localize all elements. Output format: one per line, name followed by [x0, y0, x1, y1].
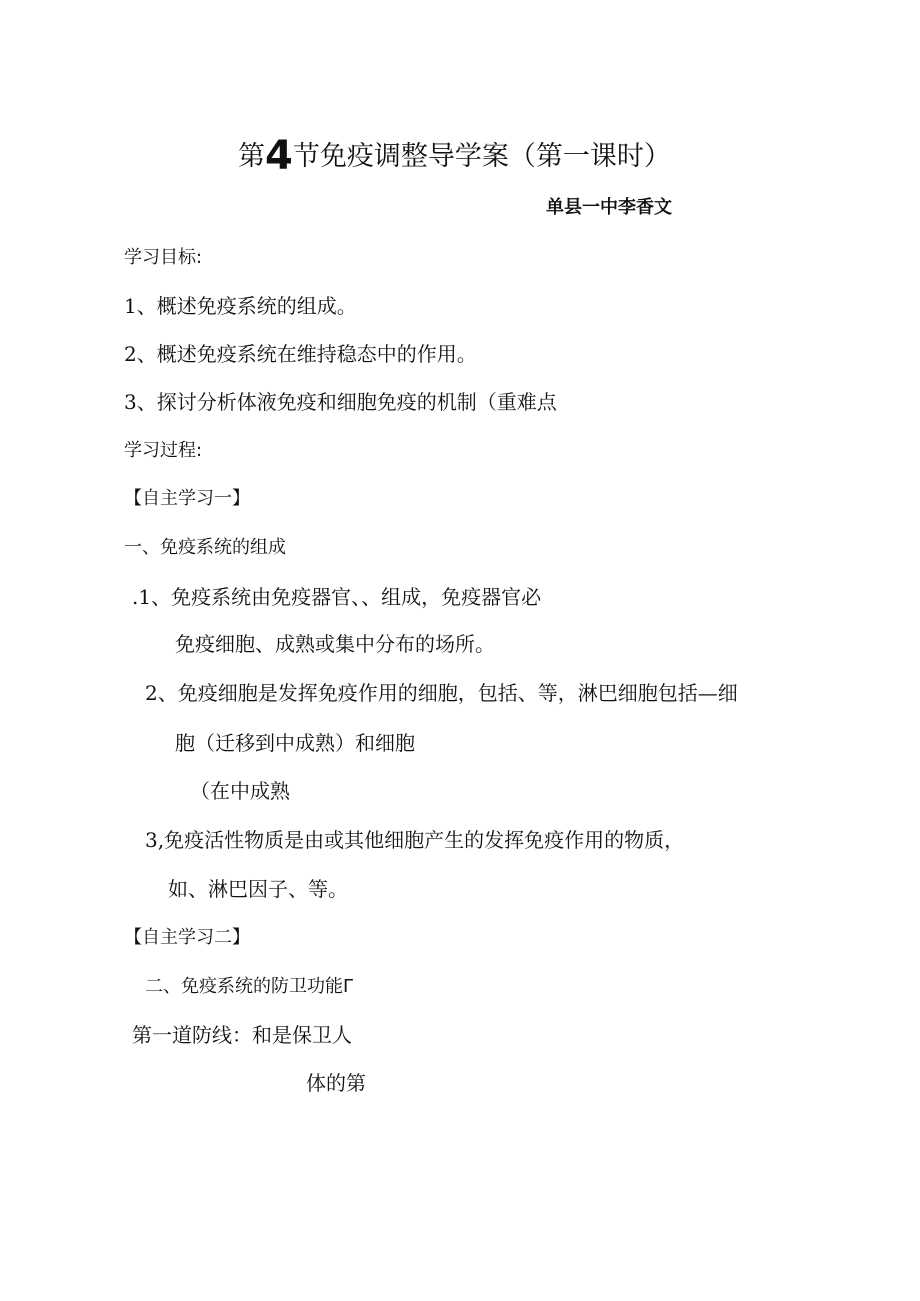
title-number: 4	[265, 133, 293, 179]
paragraph-line: 3,免疫活性物质是由或其他细胞产生的发挥免疫作用的物质，	[145, 828, 685, 852]
objective-item-3: 3、探讨分析体液免疫和细胞免疫的机制（重难点	[124, 390, 557, 414]
immune-system-composition-heading: 一、免疫系统的组成	[124, 537, 286, 558]
process-heading: 学习过程:	[124, 440, 203, 461]
paragraph-line: （在中成熟	[190, 779, 290, 803]
objectives-heading: 学习目标:	[124, 247, 203, 268]
paragraph-line: 2、免疫细胞是发挥免疫作用的细胞，包括、等，淋巴细胞包括—细	[145, 681, 738, 705]
self-study-1-heading: 【自主学习一】	[124, 488, 250, 509]
paragraph-line: 免疫细胞、成熟或集中分布的场所。	[175, 632, 495, 656]
page-title	[238, 133, 671, 179]
author-line: 单县一中李香文	[546, 197, 672, 218]
title-prefix: 第	[238, 141, 265, 172]
self-study-2-heading: 【自主学习二】	[124, 927, 250, 948]
objective-item-2: 2、概述免疫系统在维持稳态中的作用。	[124, 342, 477, 366]
paragraph-line: 第一道防线：和是保卫人	[132, 1023, 352, 1047]
paragraph-line: 如、淋巴因子、等。	[168, 877, 348, 901]
paragraph-line: .1、免疫系统由免疫器官、、组成，免疫器官必	[132, 585, 542, 609]
paragraph-line: 胞（迁移到中成熟）和细胞	[175, 731, 415, 755]
objective-item-1: 1、概述免疫系统的组成。	[124, 294, 357, 318]
title-suffix: 节免疫调整导学案（第一课时）	[292, 141, 671, 172]
immune-defense-function-heading: 二、免疫系统的防卫功能Γ	[145, 976, 354, 997]
paragraph-line: 体的第	[306, 1071, 366, 1095]
